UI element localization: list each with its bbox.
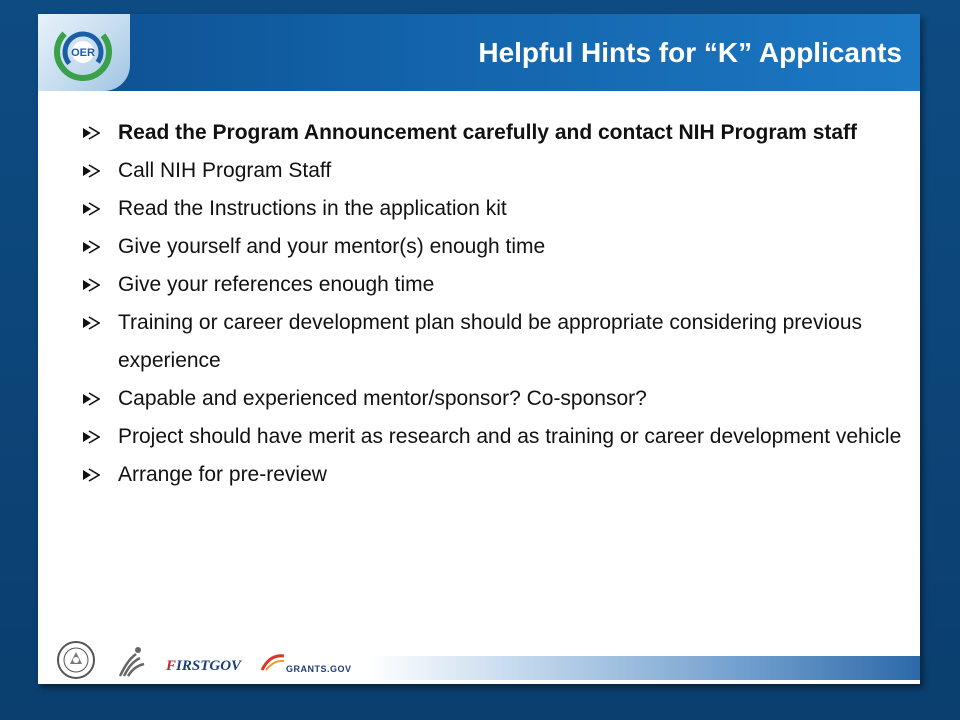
bullet-text: Training or career development plan should be appropriate considering previous experience — [118, 311, 863, 372]
firstgov-logo-rest: IRSTGOV — [176, 658, 242, 674]
arrow-bullet-icon — [82, 316, 100, 330]
arrow-bullet-icon — [82, 164, 100, 178]
oer-logo — [38, 14, 130, 91]
bullet-text: Call NIH Program Staff — [118, 159, 332, 182]
bullet-item — [82, 380, 902, 418]
bullet-text: Read the Program Announcement carefully and contact NIH Program staff — [118, 121, 858, 144]
firstgov-logo — [166, 658, 241, 675]
bullet-text: Give yourself and your mentor(s) enough time — [118, 235, 546, 258]
arrow-bullet-icon — [82, 392, 100, 406]
slide — [38, 14, 920, 684]
bullet-item — [82, 266, 902, 304]
bullet-text: Read the Instructions in the application kit — [118, 197, 507, 220]
bullet-list — [82, 114, 902, 494]
grants-gov-logo: GRANTS.GOV — [286, 664, 352, 674]
footer-gradient-bar — [368, 656, 920, 680]
bullet-text: Arrange for pre-review — [118, 463, 327, 486]
bullet-text: Project should have merit as research and as training or career development vehicle — [118, 425, 902, 448]
bullet-item — [82, 304, 902, 380]
bullet-item — [82, 228, 902, 266]
hhs-logo-icon — [114, 642, 148, 680]
footer-logos — [38, 638, 920, 684]
arrow-bullet-icon — [82, 240, 100, 254]
bullet-item — [82, 418, 902, 456]
bullet-item — [82, 456, 902, 494]
arrow-bullet-icon — [82, 278, 100, 292]
bullet-text: Capable and experienced mentor/sponsor? Co-sponsor? — [118, 387, 647, 410]
arrow-bullet-icon — [82, 468, 100, 482]
grants-gov-swoosh-icon — [260, 652, 286, 672]
slide-title: Helpful Hints for “K” Applicants — [478, 37, 902, 68]
firstgov-logo-initial: F — [166, 658, 177, 674]
oer-logo-icon — [52, 21, 114, 83]
arrow-bullet-icon — [82, 430, 100, 444]
bullet-item — [82, 190, 902, 228]
title-bar — [38, 14, 920, 91]
bullet-text: Give your references enough time — [118, 273, 435, 296]
arrow-bullet-icon — [82, 202, 100, 216]
nih-seal-icon — [56, 640, 96, 680]
arrow-bullet-icon — [82, 126, 100, 140]
bullet-item — [82, 114, 902, 152]
bullet-item — [82, 152, 902, 190]
oer-logo-text: OER — [71, 47, 95, 59]
